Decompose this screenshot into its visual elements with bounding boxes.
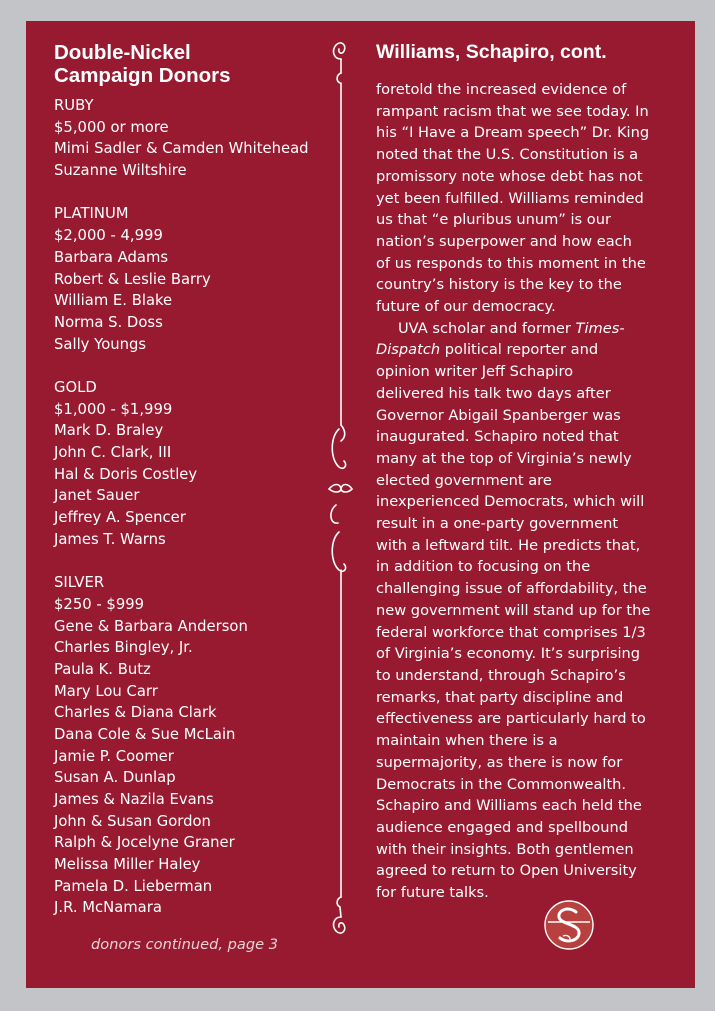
article-line: opinion writer Jeff Schapiro (376, 363, 574, 381)
article-line: future of our democracy. (376, 298, 556, 316)
donor-name: Mark D. Braley (54, 422, 164, 440)
tier-name: RUBY (54, 97, 94, 114)
article-line: agreed to return to Open University (376, 862, 637, 880)
tier-range: $2,000 - 4,999 (54, 227, 163, 245)
article-line: audience engaged and spellbound (376, 818, 628, 836)
article-line: noted that the U.S. Constitution is a (376, 146, 639, 164)
donor-name: Norma S. Doss (54, 313, 163, 331)
article-line: Dispatch political reporter and (376, 341, 599, 359)
article-heading: Williams, Schapiro, cont. (376, 41, 607, 63)
article-line: UVA scholar and former Times- (398, 319, 625, 337)
article-line: his “I Have a Dream speech” Dr. King (376, 124, 650, 142)
donor-name: Jamie P. Coomer (54, 747, 174, 765)
article-line: for future talks. (376, 884, 489, 902)
publication-name: Dispatch (376, 341, 441, 359)
publication-name: Times- (575, 319, 625, 337)
tier-name: SILVER (54, 574, 105, 592)
article-line: foretold the increased evidence of (376, 81, 627, 98)
article-line: result in a one-party government (376, 515, 619, 533)
article-line: inexperienced Democrats, which will (376, 493, 645, 511)
donor-name: John C. Clark, III (54, 444, 172, 461)
donor-name: Charles Bingley, Jr. (54, 639, 193, 657)
article-line: us that “e pluribus unum” is our (376, 211, 611, 229)
donor-name: Mary Lou Carr (54, 682, 158, 700)
donor-name: Charles & Diana Clark (54, 704, 217, 722)
article-line: of Virginia’s economy. It’s surprising (376, 645, 641, 663)
donor-name: Sally Youngs (54, 335, 147, 353)
article-line: remarks, that party discipline and (376, 688, 624, 706)
article-line: country’s history is the key to the (376, 276, 622, 294)
donor-name: Pamela D. Lieberman (54, 877, 213, 895)
article-line: inaugurated. Schapiro noted that (376, 428, 619, 446)
donor-name: John & Susan Gordon (54, 812, 211, 830)
donor-name: William E. Blake (54, 292, 173, 310)
donors-heading: Double-Nickel Campaign Donors (54, 41, 231, 87)
donor-name: Hal & Doris Costley (54, 465, 198, 483)
donor-name: Janet Sauer (54, 487, 140, 505)
article-line: elected government are (376, 471, 552, 489)
article-line: nation’s superpower and how each (376, 232, 632, 250)
article-line: new government will stand up for the (376, 601, 651, 619)
donor-name: Susan A. Dunlap (54, 769, 176, 787)
tier-name: GOLD (54, 378, 97, 396)
article-line: with a leftward tilt. He predicts that, (376, 536, 641, 554)
tier-range: $250 - $999 (54, 595, 145, 613)
article-line: with their insights. Both gentlemen (376, 840, 634, 858)
donor-list (54, 95, 334, 919)
article-line: to understand, through Schapiro’s (376, 666, 626, 684)
tier-spacer (54, 355, 334, 377)
article-line: maintain when there is a (376, 732, 558, 750)
open-university-s-logo-icon (544, 900, 594, 950)
article-line: challenging issue of affordability, the (376, 580, 647, 598)
article-body (376, 79, 676, 904)
continued-note: donors continued, page 3 (91, 936, 278, 953)
donor-name: Dana Cole & Sue McLain (54, 725, 236, 743)
donor-name: Melissa Miller Haley (54, 856, 201, 874)
scroll-ornament-divider-icon (324, 37, 354, 939)
article-line: in addition to focusing on the (376, 558, 591, 576)
donor-name: Paula K. Butz (54, 660, 151, 678)
newsletter-panel (26, 21, 695, 988)
donor-name: Suzanne Wiltshire (54, 162, 187, 180)
article-line: Governor Abigail Spanberger was (376, 406, 621, 424)
article-line: effectiveness are particularly hard to (376, 710, 646, 728)
donor-name: J.R. McNamara (54, 899, 162, 917)
tier-spacer (54, 182, 334, 204)
tier-spacer (54, 550, 334, 572)
donor-name: Mimi Sadler & Camden Whitehead (54, 140, 309, 158)
donor-name: Barbara Adams (54, 248, 169, 266)
donor-name: Jeffrey A. Spencer (54, 509, 186, 527)
article-line: promissory note whose debt has not (376, 167, 643, 185)
article-line: federal workforce that comprises 1/3 (376, 623, 646, 641)
donor-name: James T. Warns (54, 530, 166, 548)
article-line: rampant racism that we see today. In (376, 102, 649, 120)
tier-range: $1,000 - $1,999 (54, 400, 173, 418)
article-line: delivered his talk two days after (376, 384, 611, 402)
tier-name: PLATINUM (54, 205, 129, 223)
article-line: Schapiro and Williams each held the (376, 797, 642, 815)
donor-name: Gene & Barbara Anderson (54, 617, 248, 635)
article-line: yet been fulfilled. Williams reminded (376, 189, 644, 207)
donor-name: Robert & Leslie Barry (54, 270, 211, 288)
article-line: supermajority, as there is now for (376, 753, 623, 771)
donor-name: James & Nazila Evans (54, 791, 214, 808)
article-line: of us responds to this moment in the (376, 254, 646, 272)
donor-name: Ralph & Jocelyne Graner (54, 834, 235, 852)
donors-column (54, 41, 334, 919)
article-line: many at the top of Virginia’s newly (376, 449, 632, 467)
tier-range: $5,000 or more (54, 118, 169, 136)
article-column (376, 41, 676, 904)
article-line: Democrats in the Commonwealth. (376, 775, 627, 793)
